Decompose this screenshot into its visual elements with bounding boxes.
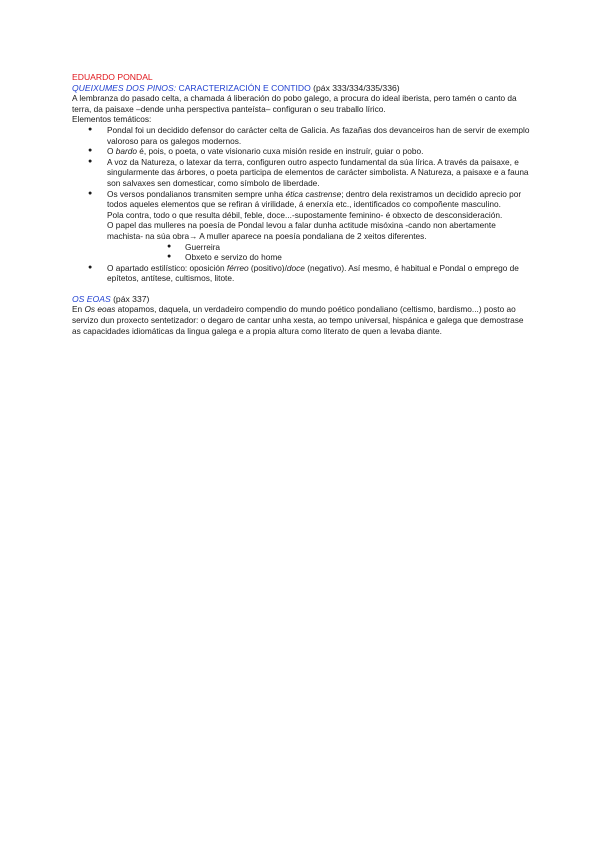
section-title: QUEIXUMES DOS PINOS: [72, 82, 177, 93]
bullet-paragraph: O papel das mulleres na poesía de Pondal levou a falar dunha actitude misóxina -cando non abertamente machista- na súa obra→ A muller aparece na poesía pondaliana de 2 xeitos diferentes. [107, 220, 496, 241]
page-reference: (páx 337) [110, 293, 150, 304]
themes-label: Elementos temáticos: [72, 114, 152, 125]
bullet-text: (positivo)/ [248, 262, 287, 273]
sub-list-item: ● Guerreira [167, 242, 532, 253]
bullet-paragraph: Pola contra, todo o que resulta débil, feble, doce...-supostamente feminino- é obxecto de desconsideración. [107, 209, 503, 220]
bullet-text: A voz da Natureza, o latexar da terra, configuren outro aspecto fundamental da súa lírica. A través da paisaxe, e singularmente das árbores, o poeta participa de elementos de carácter simbolista. A Natureza, a paisaxe e a fauna son salvaxes sen domesticar, como símbolo de liberdade. [107, 156, 529, 188]
section-heading-os-eoas [72, 294, 532, 305]
italic-term: bardo [115, 146, 137, 157]
bullet-text: ; dentro dela rexistramos un decidido aprecio por todos aqueles elementos que se refiran á virilidade, á enerxía etc., identificados co compoñente masculino. [107, 188, 522, 210]
list-item [88, 263, 532, 284]
document-body [72, 72, 532, 336]
os-eoas-paragraph [72, 304, 532, 336]
bullet-text: Pondal foi un decidido defensor do carácter celta de Galicia. As fazañas dos devanceiros han de servir de exemplo valoroso para os galegos modernos. [107, 124, 530, 146]
list-item [88, 146, 532, 157]
bullet-text: O apartado estilístico: oposición [107, 262, 227, 273]
italic-term: doce [286, 262, 305, 273]
sub-list [107, 242, 532, 263]
sub-list-item: ● Obxeto e servizo do home [167, 252, 532, 263]
list-item [88, 125, 532, 146]
bullet-text: (negativo). Así mesmo, é habitual e Pondal o emprego de epítetos, antítese, cultismos, litote. [107, 262, 519, 284]
bullet-text: é, pois, o poeta, o vate visionario cuxa misión reside en instruír, guiar o pobo. [137, 146, 424, 157]
intro-paragraph: A lembranza do pasado celta, a chamada á liberación do pobo galego, a procura do ideal iberista, pero tamén o canto da terra, da paisaxe –dende unha perspectiva panteísta– configuran o seu traballo lírico. [72, 93, 517, 114]
italic-term: Os eoas [84, 304, 116, 315]
bullet-text: O [107, 146, 116, 157]
bullet-text: Os versos pondalianos transmiten sempre unha [107, 188, 286, 199]
section-spacer [72, 284, 532, 294]
section-subtitle: CARACTERIZACIÓN E CONTIDO [176, 82, 311, 93]
italic-term: férreo [226, 262, 249, 273]
list-item [88, 189, 532, 263]
author-heading: EDUARDO PONDAL [72, 72, 153, 82]
section-heading-queixumes [72, 83, 532, 94]
section-title: OS EOAS [72, 293, 111, 304]
paragraph-text: En [72, 304, 85, 315]
italic-term: ética castrense [285, 188, 342, 199]
themes-list [72, 125, 532, 284]
page-reference: (páx 333/334/335/336) [310, 82, 400, 93]
bullet-paragraph [107, 189, 532, 210]
list-item [88, 157, 532, 189]
paragraph-text: atopamos, daquela, un verdadeiro compendio do mundo poético pondaliano (celtismo, bardismo...) posto ao servizo dun proxecto sentetizador: o degaro de cantar unha xesta, ao tempo universal, hispánica e galega que demostrase as capacidades idiomáticas da lingua galega e a propia altura como literato de quen a levaba diante. [72, 304, 524, 336]
